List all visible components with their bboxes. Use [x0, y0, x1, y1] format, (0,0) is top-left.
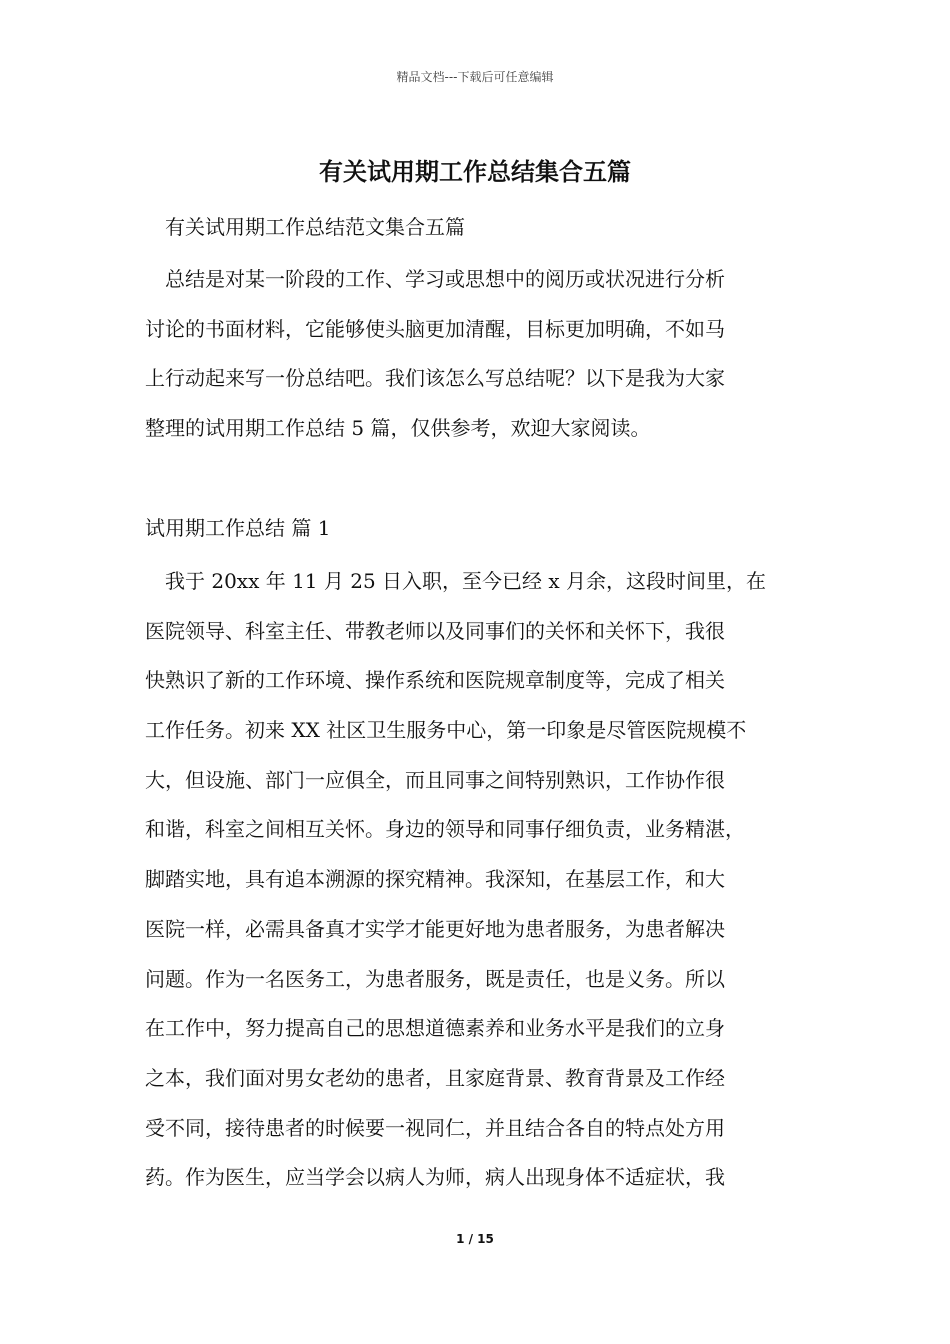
- body-line: 在工作中，努力提高自己的思想道德素养和业务水平是我们的立身: [145, 1016, 725, 1041]
- body-line: 问题。作为一名医务工，为患者服务，既是责任，也是义务。所以: [145, 966, 725, 991]
- body-line: 脚踏实地，具有追本溯源的探究精神。我深知，在基层工作，和大: [145, 867, 725, 892]
- intro-line: 整理的试用期工作总结 5 篇，仅供参考，欢迎大家阅读。: [145, 416, 651, 441]
- body-line: 之本，我们面对男女老幼的患者，且家庭背景、教育背景及工作经: [145, 1065, 725, 1090]
- intro-line: 讨论的书面材料，它能够使头脑更加清醒，目标更加明确，不如马: [145, 316, 725, 341]
- body-line: 医院领导、科室主任、带教老师以及同事们的关怀和关怀下，我很: [145, 618, 725, 643]
- document-title: 有关试用期工作总结集合五篇: [319, 158, 631, 186]
- body-line: 快熟识了新的工作环境、操作系统和医院规章制度等，完成了相关: [145, 668, 725, 693]
- body-line: 受不同，接待患者的时候要一视同仁，并且结合各自的特点处方用: [145, 1115, 725, 1140]
- intro-line: 总结是对某一阶段的工作、学习或思想中的阅历或状况进行分析: [145, 267, 725, 291]
- body-line: 工作任务。初来 XX 社区卫生服务中心，第一印象是尽管医院规模不: [145, 718, 747, 743]
- intro-line: 上行动起来写一份总结吧。我们该怎么写总结呢？以下是我为大家: [145, 366, 725, 391]
- page-header: 精品文档---下载后可任意编辑: [396, 70, 554, 84]
- section-body: [145, 557, 825, 1203]
- body-line: 我于 20xx 年 11 月 25 日入职，至今已经 x 月余，这段时间里，在: [145, 569, 767, 593]
- body-line: 大，但设施、部门一应俱全，而且同事之间特别熟识，工作协作很: [145, 767, 725, 792]
- section-heading: 试用期工作总结 篇 1: [145, 516, 331, 540]
- page-number: 1 / 15: [456, 1232, 494, 1246]
- document-subtitle: 有关试用期工作总结范文集合五篇: [165, 215, 465, 239]
- body-line: 和谐，科室之间相互关怀。身边的领导和同事仔细负责，业务精湛，: [145, 817, 745, 842]
- intro-paragraph: [145, 255, 825, 454]
- body-line: 药。作为医生，应当学会以病人为师，病人出现身体不适症状，我: [145, 1165, 725, 1190]
- body-line: 医院一样，必需具备真才实学才能更好地为患者服务，为患者解决: [145, 916, 725, 941]
